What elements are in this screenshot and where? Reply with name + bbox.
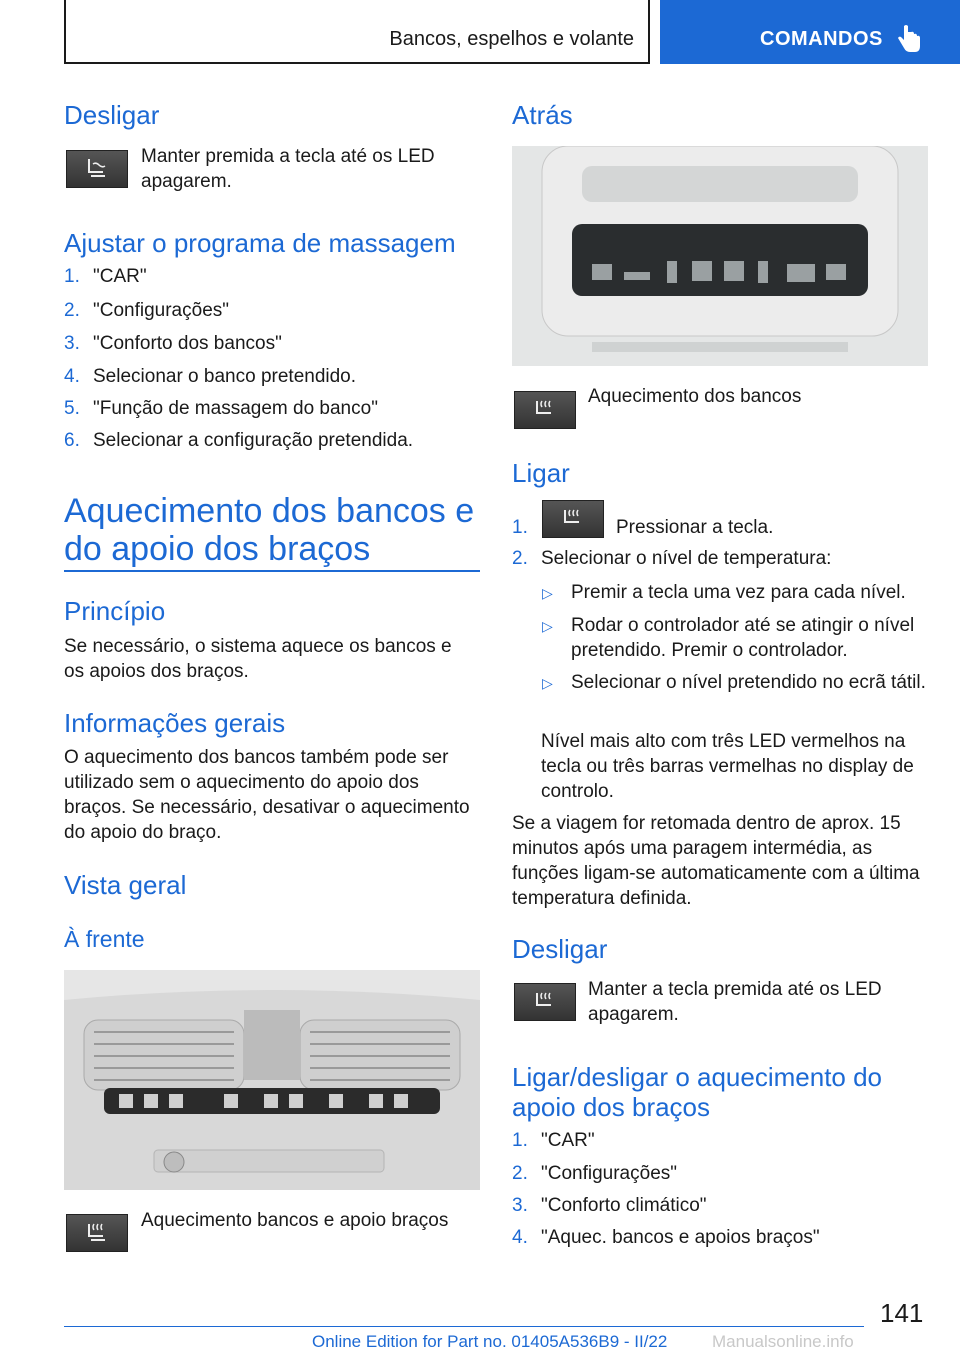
step-number: 1. [64,266,80,287]
bullet-item: Rodar o controlador até se atingir o nível pretendido. Premir o controlador. [571,615,915,661]
ligar-heading: Ligar [512,458,570,488]
armrest-heading-line1: Ligar/desligar o aquecimento do [512,1062,883,1092]
list-item: "CAR" [541,1130,595,1151]
footer-watermark: Manualsonline.info [712,1332,854,1351]
list-item: Pressionar a tecla. [616,517,774,538]
bullet-item: Premir a tecla uma vez para cada nível. [571,582,906,603]
main-section-title-line1: Aquecimento dos bancos e [64,492,475,530]
pointing-hand-icon [896,24,922,54]
bullet-triangle-icon: ▷ [542,585,553,601]
seat-heating-button-icon [514,983,576,1021]
list-item: "Aquec. bancos e apoios braços" [541,1227,820,1248]
list-item: "Conforto dos bancos" [93,333,282,354]
general-info-text: O aquecimento dos bancos também pode ser utilizado sem o aquecimento do apoio dos braços. Se necessário, desativar o aquecimento do apoio do braço. [64,747,470,843]
step-number: 2. [512,1163,528,1184]
bullet-triangle-icon: ▷ [542,675,553,691]
desligar-text: Manter premida a tecla até os LED apagarem. [141,146,435,192]
step-number: 2. [64,300,80,321]
rear-console-photo [512,146,928,366]
list-item: "Configurações" [541,1163,678,1184]
list-item: Selecionar a configuração pretendida. [93,430,414,451]
seat-armrest-heating-button-icon [66,1214,128,1252]
massage-heading: Ajustar o programa de massagem [64,228,456,258]
list-item: "Função de massagem do banco" [93,398,378,419]
rear-heading: Atrás [512,100,573,130]
general-info-heading: Informações gerais [64,708,286,738]
footer-edition: Online Edition for Part no. 01405A536B9 - II/22 [312,1332,668,1351]
list-item: "Conforto climático" [541,1195,707,1216]
step-number: 2. [512,548,528,569]
list-item: Selecionar o banco pretendido. [93,366,357,387]
bullet-triangle-icon: ▷ [542,618,553,634]
header-section-title: Bancos, espelhos e volante [389,28,634,50]
seat-heating-button-icon [514,391,576,429]
desligar2-heading: Desligar [512,934,608,964]
header-chapter-title: COMANDOS [760,28,883,50]
list-item: "CAR" [93,266,147,287]
step-number: 3. [64,333,80,354]
rear-caption: Aquecimento dos bancos [588,386,802,407]
bullet-item: Selecionar o nível pretendido no ecrã tátil. [571,672,926,693]
step-number: 6. [64,430,80,451]
armrest-heading-line2: apoio dos braços [512,1092,711,1122]
front-console-photo [64,970,480,1190]
desligar-heading: Desligar [64,100,160,130]
step-number: 3. [512,1195,528,1216]
page-number: 141 [880,1298,924,1328]
step-number: 1. [512,1130,528,1151]
principle-text: Se necessário, o sistema aquece os bancos e os apoios dos braços. [64,636,452,682]
header-section-box [64,0,650,64]
seat-heating-button-icon [542,500,604,538]
header-chapter-box [660,0,960,64]
ligar-resume-text: Se a viagem for retomada dentro de aprox. 15 minutos após uma paragem intermédia, as funções ligam-se automaticamente com a última temperatura definida. [512,813,920,909]
desligar2-text: Manter a tecla premida até os LED apagarem. [588,979,882,1025]
step-number: 1. [512,517,528,538]
overview-heading: Vista geral [64,870,187,900]
front-subheading: À frente [64,926,145,952]
ligar-note: Nível mais alto com três LED vermelhos na tecla ou três barras vermelhas no display de controlo. [541,731,914,802]
list-item: "Configurações" [93,300,230,321]
section-divider [64,570,480,572]
principle-heading: Princípio [64,596,166,626]
main-section-title-line2: do apoio dos braços [64,530,371,568]
step-number: 5. [64,398,80,419]
step-number: 4. [512,1227,528,1248]
front-caption: Aquecimento bancos e apoio braços [141,1210,449,1231]
step-number: 4. [64,366,80,387]
footer-divider [64,1326,864,1327]
seat-massage-button-icon [66,150,128,188]
list-item: Selecionar o nível de temperatura: [541,548,832,569]
